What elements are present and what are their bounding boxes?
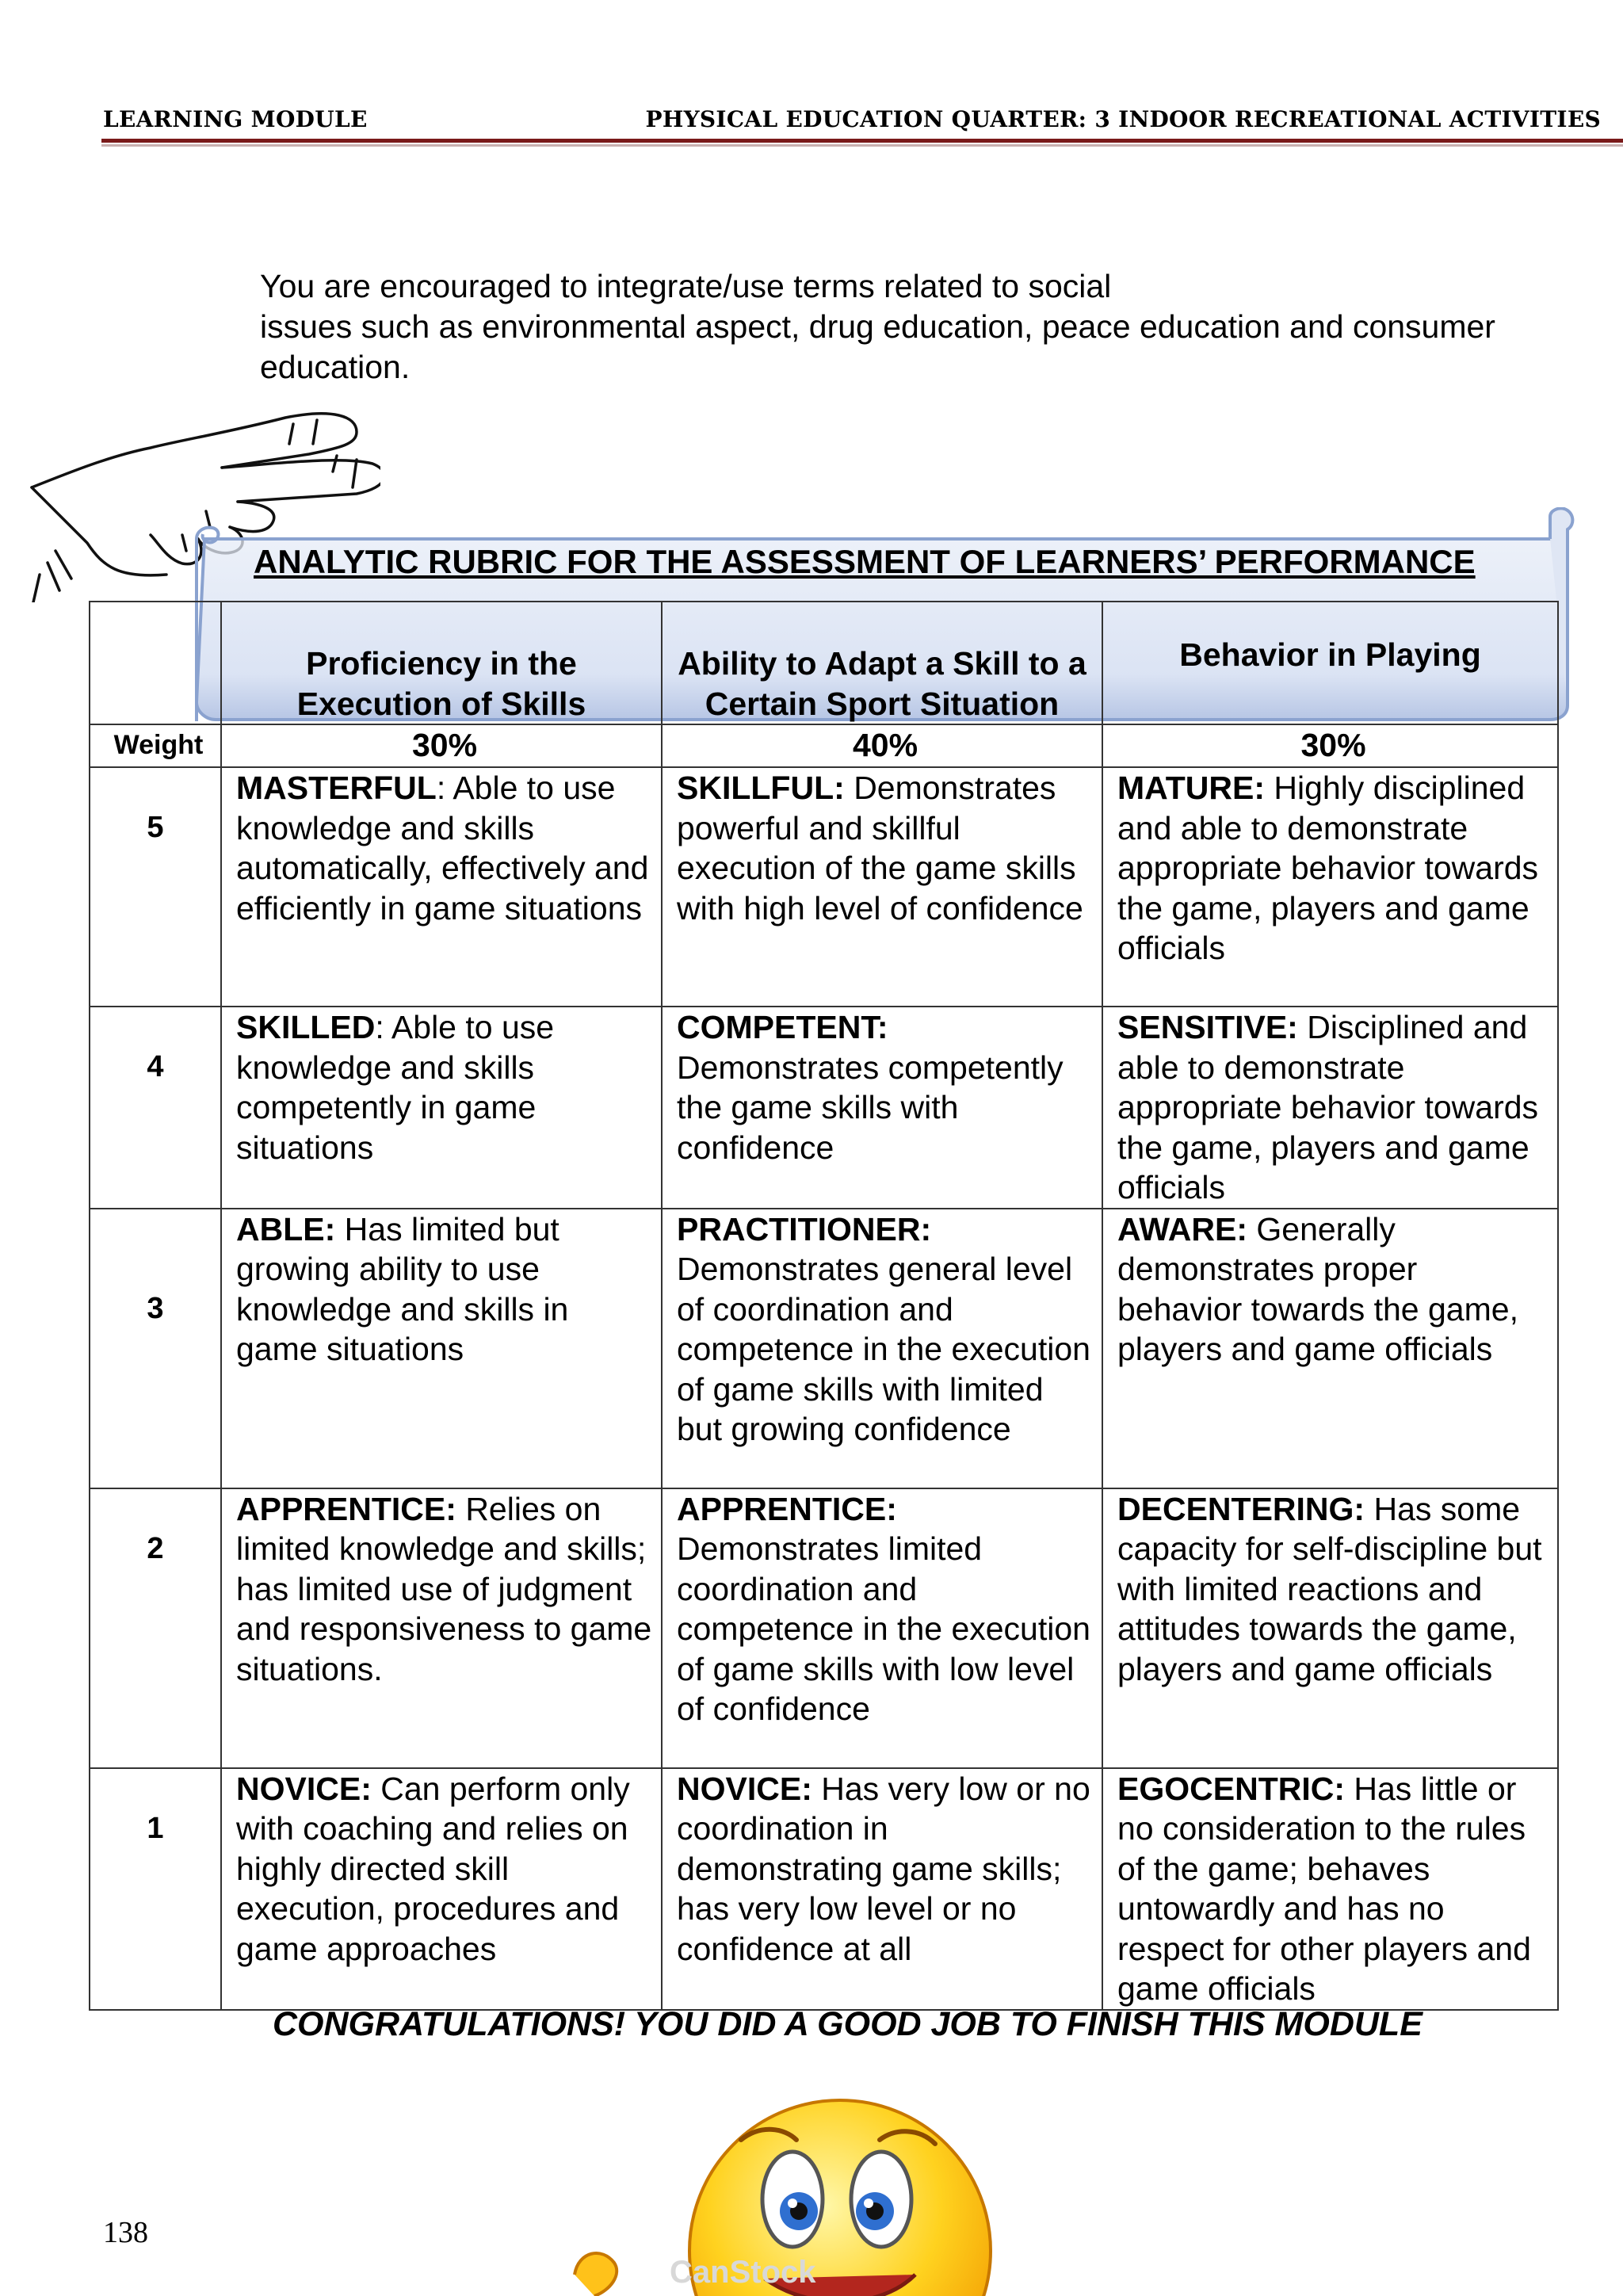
rubric-cell xyxy=(221,1209,662,1488)
level-term: MASTERFUL xyxy=(236,770,437,806)
rubric-corner-cell xyxy=(90,602,221,724)
column-header: Behavior in Playing xyxy=(1102,602,1558,724)
level-description: : Able to use knowledge and skills competently in game situations xyxy=(236,1009,555,1166)
level-description: Relies on limited knowledge and skills; has limited use of judgment and responsiveness to game situations. xyxy=(236,1490,652,1687)
weight-row xyxy=(90,724,1558,767)
level-term: PRACTITIONER: xyxy=(677,1210,932,1247)
rubric-table xyxy=(89,601,1559,2011)
level-term: NOVICE: xyxy=(236,1770,372,1807)
weight-label: Weight xyxy=(90,724,221,767)
rubric-row xyxy=(90,767,1558,1007)
level-term: APPRENTICE: xyxy=(677,1490,897,1527)
level-description: Disciplined and able to demonstrate appropriate behavior towards the game, players and game officials xyxy=(1117,1009,1539,1205)
level-description: Demonstrates competently the game skills with confidence xyxy=(677,1049,1064,1166)
level-description: Demonstrates general level of coordination and competence in the execution of game skills with limited but growing confidence xyxy=(677,1251,1090,1447)
score-cell xyxy=(90,1768,221,2010)
header-rule-thin xyxy=(101,144,1623,147)
level-description: Has little or no consideration to the rules of the game; behaves untowardly and has no respect for other players and game officials xyxy=(1117,1770,1531,2007)
level-description: Highly disciplined and able to demonstrate appropriate behavior towards the game, players and game officials xyxy=(1117,770,1539,966)
header-rule xyxy=(101,139,1623,143)
score-value: 5 xyxy=(147,811,164,844)
intro-paragraph xyxy=(260,266,1591,388)
level-description: Has some capacity for self-discipline but with limited reactions and attitudes towards the game, players and game officials xyxy=(1117,1490,1542,1687)
level-description: Has very low or no coordination in demonstrating game skills; has very low level or no confidence at all xyxy=(677,1770,1090,1967)
level-description: Generally demonstrates proper behavior towards the game, players and game officials xyxy=(1117,1210,1518,1367)
rubric-cell xyxy=(221,1768,662,2010)
rubric-row xyxy=(90,1209,1558,1488)
level-description: : Able to use knowledge and skills automatically, effectively and efficiently in game situations xyxy=(236,770,649,926)
rubric-cell xyxy=(221,1488,662,1768)
rubric-cell xyxy=(1102,767,1558,1007)
level-description: Demonstrates limited coordination and competence in the execution of game skills with low level of confidence xyxy=(677,1530,1090,1727)
weight-value: 30% xyxy=(1102,724,1558,767)
column-header: Ability to Adapt a Skill to a Certain Sport Situation xyxy=(662,602,1102,724)
level-term: AWARE: xyxy=(1117,1210,1247,1247)
rubric-row xyxy=(90,1768,1558,2010)
score-value: 3 xyxy=(147,1291,164,1325)
score-cell xyxy=(90,1209,221,1488)
rubric-cell xyxy=(221,1007,662,1209)
level-description: Has limited but growing ability to use knowledge and skills in game situations xyxy=(236,1210,569,1367)
congratulations-banner: CONGRATULATIONS! YOU DID A GOOD JOB TO FINISH THIS MODULE xyxy=(273,2005,1423,2043)
level-description: Can perform only with coaching and relies on highly directed skill execution, procedures and game approaches xyxy=(236,1770,630,1967)
level-term: MATURE: xyxy=(1117,770,1265,806)
rubric-cell xyxy=(1102,1007,1558,1209)
level-term: COMPETENT: xyxy=(677,1009,888,1045)
page-number: 138 xyxy=(103,2216,148,2249)
level-term: EGOCENTRIC: xyxy=(1117,1770,1345,1807)
rubric-cell xyxy=(662,767,1102,1007)
level-term: SKILLED xyxy=(236,1009,376,1045)
level-term: ABLE: xyxy=(236,1210,336,1247)
level-term: SKILLFUL: xyxy=(677,770,845,806)
rubric-cell xyxy=(662,1768,1102,2010)
intro-line-2: issues such as environmental aspect, drug education, peace education and consumer education. xyxy=(260,308,1495,385)
rubric-header-row xyxy=(90,602,1558,724)
level-description: Demonstrates powerful and skillful execution of the game skills with high level of confidence xyxy=(677,770,1083,926)
rubric-cell xyxy=(662,1209,1102,1488)
score-cell xyxy=(90,767,221,1007)
score-cell xyxy=(90,1007,221,1209)
score-cell xyxy=(90,1488,221,1768)
rubric-cell xyxy=(662,1488,1102,1768)
watermark: CanStock xyxy=(670,2255,816,2290)
header-left: LEARNING MODULE xyxy=(103,106,368,132)
level-term: DECENTERING: xyxy=(1117,1490,1365,1527)
level-term: APPRENTICE: xyxy=(236,1490,456,1527)
score-value: 1 xyxy=(147,1811,164,1845)
weight-value: 30% xyxy=(221,724,662,767)
rubric-cell xyxy=(1102,1209,1558,1488)
header-right: PHYSICAL EDUCATION QUARTER: 3 INDOOR RECREATIONAL ACTIVITIES xyxy=(645,106,1601,132)
level-term: NOVICE: xyxy=(677,1770,812,1807)
rubric-cell xyxy=(662,1007,1102,1209)
rubric-title: ANALYTIC RUBRIC FOR THE ASSESSMENT OF LEARNERS’ PERFORMANCE xyxy=(254,543,1476,580)
rubric-cell xyxy=(1102,1768,1558,2010)
weight-value: 40% xyxy=(662,724,1102,767)
level-term: SENSITIVE: xyxy=(1117,1009,1298,1045)
intro-line-1: You are encouraged to integrate/use terms related to social xyxy=(260,268,1112,304)
rubric-cell xyxy=(1102,1488,1558,1768)
rubric-row xyxy=(90,1007,1558,1209)
rubric-row xyxy=(90,1488,1558,1768)
rubric-cell xyxy=(221,767,662,1007)
column-header: Proficiency in the Execution of Skills xyxy=(221,602,662,724)
score-value: 2 xyxy=(147,1531,164,1565)
score-value: 4 xyxy=(147,1050,164,1083)
